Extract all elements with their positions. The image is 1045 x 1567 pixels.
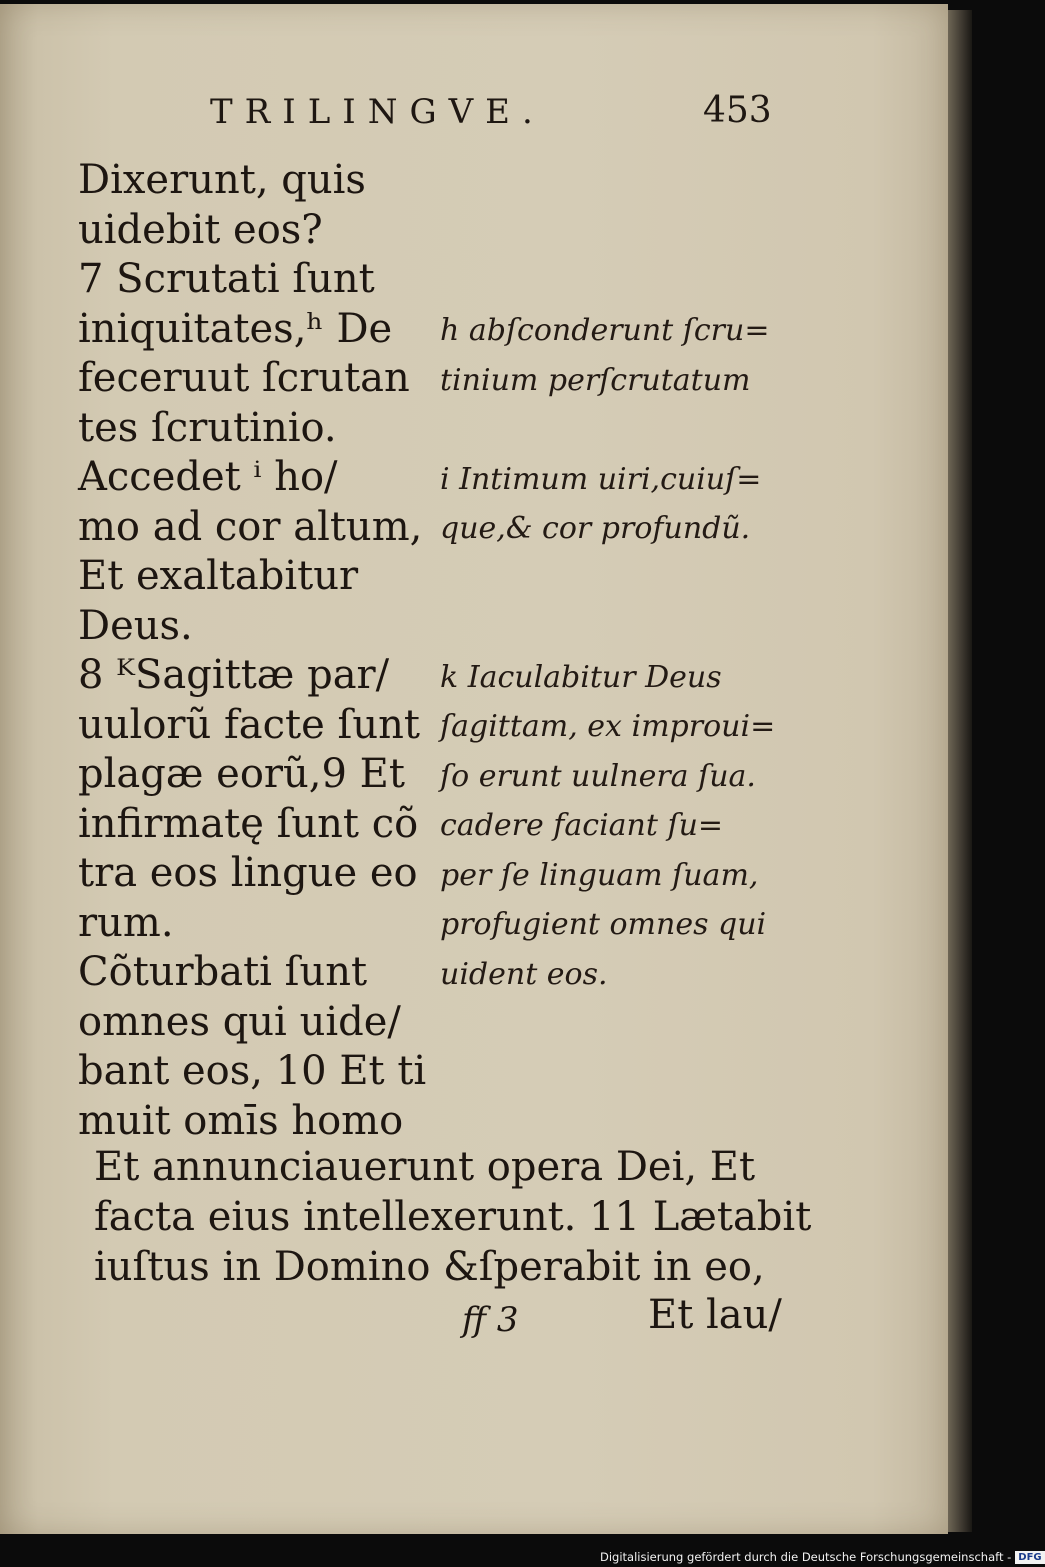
note-line (440, 554, 775, 604)
text-line: omnes qui uide/ (78, 998, 401, 1045)
text-line: Deus. (78, 602, 193, 649)
text-line: rum. (78, 899, 174, 946)
note-line: cadere faciant ſu= (440, 808, 724, 843)
text-line: feceruut ſcrutan (78, 355, 410, 401)
text-line: 7 Scrutati ſunt (78, 256, 375, 302)
note-line: ſo erunt uulnera ſua. (440, 758, 756, 794)
note-line: i Intimum uiri,cuiuſ= (440, 461, 762, 497)
main-text-column (78, 156, 426, 1146)
text-line: Dixerunt, quis (78, 157, 366, 203)
credit-text: Digitalisierung gefördert durch die Deutsche Forschungsgemeinschaft - (600, 1550, 1012, 1564)
text-line: Accedet ⁱ ho/ (78, 454, 338, 500)
text-line: tes ſcrutinio. (78, 404, 337, 451)
text-line: iniquitates,ʰ De (78, 305, 393, 352)
text-line: uidebit eos? (78, 206, 323, 253)
dfg-logo-icon: DFG (1015, 1551, 1044, 1564)
text-line: muit omīs homo (78, 1097, 404, 1144)
note-line: k Iaculabitur Deus (440, 659, 722, 695)
marginal-notes (440, 306, 775, 999)
text-line: plagæ eorũ,9 Et (78, 751, 405, 797)
text-line: bant eos, 10 Et ti (78, 1048, 427, 1094)
note-line: tinium perſcrutatum (440, 362, 751, 398)
text-line: infirmatę ſunt cõ (78, 800, 419, 847)
running-title: TRILINGVE. (210, 92, 545, 132)
signature-mark: ff 3 (462, 1300, 519, 1340)
note-line: profugient omnes qui (440, 907, 767, 942)
text-line: Cõturbati ſunt (78, 949, 368, 995)
text-line: iuſtus in Domino &ſperabit in eo, (94, 1244, 765, 1290)
note-line: per ſe linguam ſuam, (440, 857, 759, 893)
bottom-text-block (94, 1142, 811, 1292)
note-line: h abſconderunt ſcru= (440, 313, 770, 348)
catchword: Et lau/ (648, 1292, 782, 1338)
note-line: que,& cor profundũ. (440, 511, 751, 546)
page-edge-shadow (948, 10, 972, 1532)
text-line: tra eos lingue eo (78, 850, 418, 896)
text-line: 8 ᴷSagittæ par/ (78, 652, 390, 698)
text-line: mo ad cor altum, (78, 503, 423, 550)
page-number: 453 (703, 90, 772, 131)
note-line: ſagittam, ex improui= (440, 709, 776, 744)
text-line: Et annunciauerunt opera Dei, Et (94, 1144, 756, 1190)
text-line: uulorũ facte ſunt (78, 701, 420, 748)
digitization-credit (600, 1548, 1045, 1566)
text-line: Et exaltabitur (78, 553, 359, 599)
text-line: facta eius intellexerunt. 11 Lætabit (94, 1194, 812, 1240)
book-page (0, 4, 948, 1534)
note-line (440, 603, 775, 653)
note-line (440, 405, 775, 455)
note-line: uident eos. (440, 956, 608, 992)
